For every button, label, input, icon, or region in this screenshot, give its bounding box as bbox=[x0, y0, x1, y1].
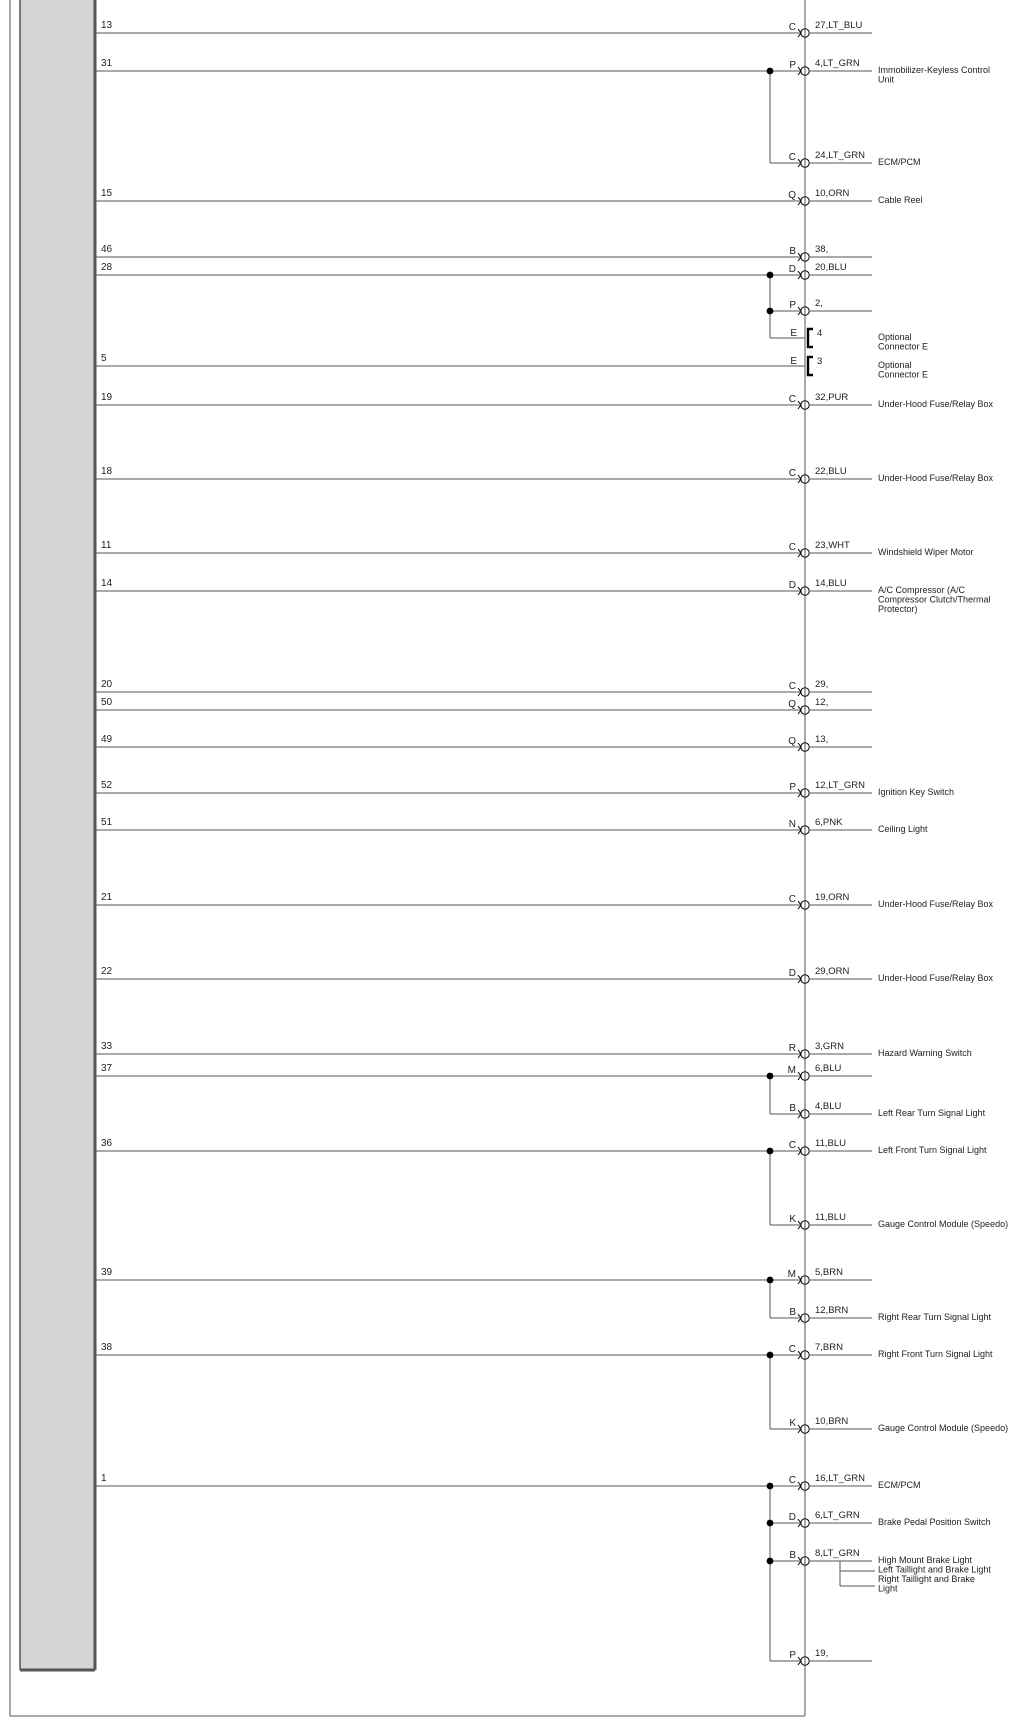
pin-number: 51 bbox=[101, 817, 113, 828]
pin-number: 13 bbox=[101, 20, 113, 31]
wire-label: 27,LT_BLU bbox=[815, 20, 863, 31]
module-block bbox=[20, 0, 95, 1670]
connector-letter: C bbox=[788, 1344, 796, 1355]
destination-label: Under-Hood Fuse/Relay Box bbox=[878, 399, 994, 409]
connector-letter: D bbox=[788, 968, 796, 979]
splice-dot bbox=[767, 272, 774, 279]
wire-label: 6,BLU bbox=[815, 1063, 842, 1074]
wire-label: 12,BRN bbox=[815, 1305, 849, 1316]
destination-label: Left Taillight and Brake Light bbox=[878, 1564, 991, 1575]
connector-letter: B bbox=[789, 1307, 796, 1318]
destination-label: Left Front Turn Signal Light bbox=[878, 1145, 987, 1155]
pin-number: 18 bbox=[101, 466, 113, 477]
connector-letter: D bbox=[788, 580, 796, 591]
wire-label: 4,BLU bbox=[815, 1101, 842, 1112]
pin-number: 14 bbox=[101, 578, 113, 589]
wire-label: 38, bbox=[815, 244, 829, 255]
destination-label: High Mount Brake Light bbox=[878, 1555, 973, 1565]
destination-label: Immobilizer-Keyless Control bbox=[878, 65, 991, 75]
wire-label: 4,LT_GRN bbox=[815, 58, 860, 69]
connector-letter: C bbox=[788, 894, 796, 905]
connector-letter: P bbox=[789, 782, 796, 793]
wire-label: 19,ORN bbox=[815, 892, 850, 903]
pin-number: 20 bbox=[101, 679, 113, 690]
splice-dot bbox=[767, 1483, 774, 1490]
pin-number: 1 bbox=[101, 1473, 107, 1484]
splice-dot bbox=[767, 1277, 774, 1284]
connector-letter: P bbox=[789, 60, 796, 71]
connector-letter: N bbox=[788, 819, 796, 830]
wire-label: 6,LT_GRN bbox=[815, 1510, 860, 1521]
connector-letter: C bbox=[788, 542, 796, 553]
wire-label: 10,ORN bbox=[815, 188, 850, 199]
connector-letter: E bbox=[790, 328, 797, 339]
connector-letter: C bbox=[788, 152, 796, 163]
wire-label: 24,LT_GRN bbox=[815, 150, 865, 161]
destination-label: Connector E bbox=[878, 369, 929, 380]
destination-label: Connector E bbox=[878, 341, 929, 352]
connector-letter: C bbox=[788, 468, 796, 479]
destination-label: Right Front Turn Signal Light bbox=[878, 1349, 993, 1359]
destination-label: ECM/PCM bbox=[878, 1480, 921, 1490]
connector-letter: D bbox=[788, 264, 796, 275]
connector-letter: D bbox=[788, 1512, 796, 1523]
wire-label: 5,BRN bbox=[815, 1267, 843, 1278]
connector-letter: C bbox=[788, 1475, 796, 1486]
wire-label: 29, bbox=[815, 679, 829, 690]
pin-number: 38 bbox=[101, 1342, 113, 1353]
destination-label: Right Rear Turn Signal Light bbox=[878, 1312, 992, 1322]
destination-label: Right Taillight and Brake bbox=[878, 1574, 975, 1584]
pin-number: 33 bbox=[101, 1041, 113, 1052]
wire-label: 32,PUR bbox=[815, 392, 849, 403]
destination-label: Under-Hood Fuse/Relay Box bbox=[878, 473, 994, 483]
destination-label: Optional bbox=[878, 332, 912, 342]
pin-number: 31 bbox=[101, 58, 113, 69]
destination-label: Compressor Clutch/Thermal bbox=[878, 594, 991, 605]
destination-label: Brake Pedal Position Switch bbox=[878, 1517, 991, 1527]
connector-letter: Q bbox=[788, 699, 796, 710]
pin-number: 15 bbox=[101, 188, 113, 199]
wire-label: 13, bbox=[815, 734, 829, 745]
connector-letter: K bbox=[789, 1418, 796, 1429]
splice-dot bbox=[767, 308, 774, 315]
pin-number: 28 bbox=[101, 262, 113, 273]
pin-number: 21 bbox=[101, 892, 113, 903]
destination-label: Gauge Control Module (Speedo) bbox=[878, 1219, 1009, 1229]
pin-number: 49 bbox=[101, 734, 113, 745]
wire-label: 14,BLU bbox=[815, 578, 847, 589]
connector-letter: B bbox=[789, 246, 796, 257]
splice-dot bbox=[767, 1558, 774, 1565]
connector-letter: P bbox=[789, 1650, 796, 1661]
destination-label: Optional bbox=[878, 360, 912, 370]
splice-dot bbox=[767, 68, 774, 75]
wire-label: 19, bbox=[815, 1648, 829, 1659]
wire-label: 11,BLU bbox=[815, 1212, 846, 1223]
wire-label: 11,BLU bbox=[815, 1138, 846, 1149]
wire-label: 4 bbox=[817, 328, 823, 339]
destination-label: Protector) bbox=[878, 604, 918, 614]
connector-letter: B bbox=[789, 1103, 796, 1114]
wire-label: 6,PNK bbox=[815, 817, 843, 828]
connector-letter: R bbox=[788, 1043, 796, 1054]
connector-letter: P bbox=[789, 300, 796, 311]
wire-label: 3 bbox=[817, 356, 823, 367]
destination-label: A/C Compressor (A/C bbox=[878, 585, 966, 595]
connector-letter: C bbox=[788, 22, 796, 33]
connector-letter: C bbox=[788, 681, 796, 692]
splice-dot bbox=[767, 1073, 774, 1080]
splice-dot bbox=[767, 1352, 774, 1359]
destination-label: Hazard Warning Switch bbox=[878, 1048, 972, 1058]
connector-letter: C bbox=[788, 1140, 796, 1151]
destination-label: Ignition Key Switch bbox=[878, 787, 955, 797]
connector-letter: K bbox=[789, 1214, 796, 1225]
wire-label: 7,BRN bbox=[815, 1342, 843, 1353]
connector-letter: M bbox=[787, 1065, 796, 1076]
connector-letter: Q bbox=[788, 736, 796, 747]
destination-label: Under-Hood Fuse/Relay Box bbox=[878, 973, 994, 983]
splice-dot bbox=[767, 1520, 774, 1527]
destination-label: Ceiling Light bbox=[878, 824, 928, 834]
destination-label: Gauge Control Module (Speedo) bbox=[878, 1423, 1009, 1433]
wire-label: 23,WHT bbox=[815, 540, 850, 551]
wire-label: 8,LT_GRN bbox=[815, 1548, 860, 1559]
connector-letter: C bbox=[788, 394, 796, 405]
destination-label: Under-Hood Fuse/Relay Box bbox=[878, 899, 994, 909]
pin-number: 5 bbox=[101, 353, 107, 364]
optional-connector-bracket bbox=[808, 357, 813, 375]
connector-letter: B bbox=[789, 1550, 796, 1561]
wire-label: 12,LT_GRN bbox=[815, 780, 865, 791]
pin-number: 22 bbox=[101, 966, 113, 977]
destination-label: Light bbox=[878, 1583, 898, 1594]
destination-label: Unit bbox=[878, 74, 895, 85]
destination-label: Left Rear Turn Signal Light bbox=[878, 1108, 986, 1118]
optional-connector-bracket bbox=[808, 329, 813, 347]
pin-number: 52 bbox=[101, 780, 113, 791]
splice-dot bbox=[767, 1148, 774, 1155]
pin-number: 19 bbox=[101, 392, 113, 403]
pin-number: 46 bbox=[101, 244, 113, 255]
pin-number: 36 bbox=[101, 1138, 113, 1149]
pin-number: 11 bbox=[101, 540, 112, 551]
pin-number: 37 bbox=[101, 1063, 113, 1074]
wire-label: 2, bbox=[815, 298, 823, 309]
connector-letter: Q bbox=[788, 190, 796, 201]
wire-label: 20,BLU bbox=[815, 262, 847, 273]
pin-number: 50 bbox=[101, 697, 113, 708]
wire-label: 29,ORN bbox=[815, 966, 850, 977]
wire-label: 16,LT_GRN bbox=[815, 1473, 865, 1484]
destination-label: Cable Reel bbox=[878, 195, 923, 205]
destination-label: ECM/PCM bbox=[878, 157, 921, 167]
wire-label: 3,GRN bbox=[815, 1041, 845, 1052]
connector-letter: E bbox=[790, 356, 797, 367]
connector-letter: M bbox=[787, 1269, 796, 1280]
wire-label: 10,BRN bbox=[815, 1416, 849, 1427]
pin-number: 39 bbox=[101, 1267, 113, 1278]
wire-label: 22,BLU bbox=[815, 466, 847, 477]
wire-label: 12, bbox=[815, 697, 829, 708]
destination-label: Windshield Wiper Motor bbox=[878, 547, 974, 557]
